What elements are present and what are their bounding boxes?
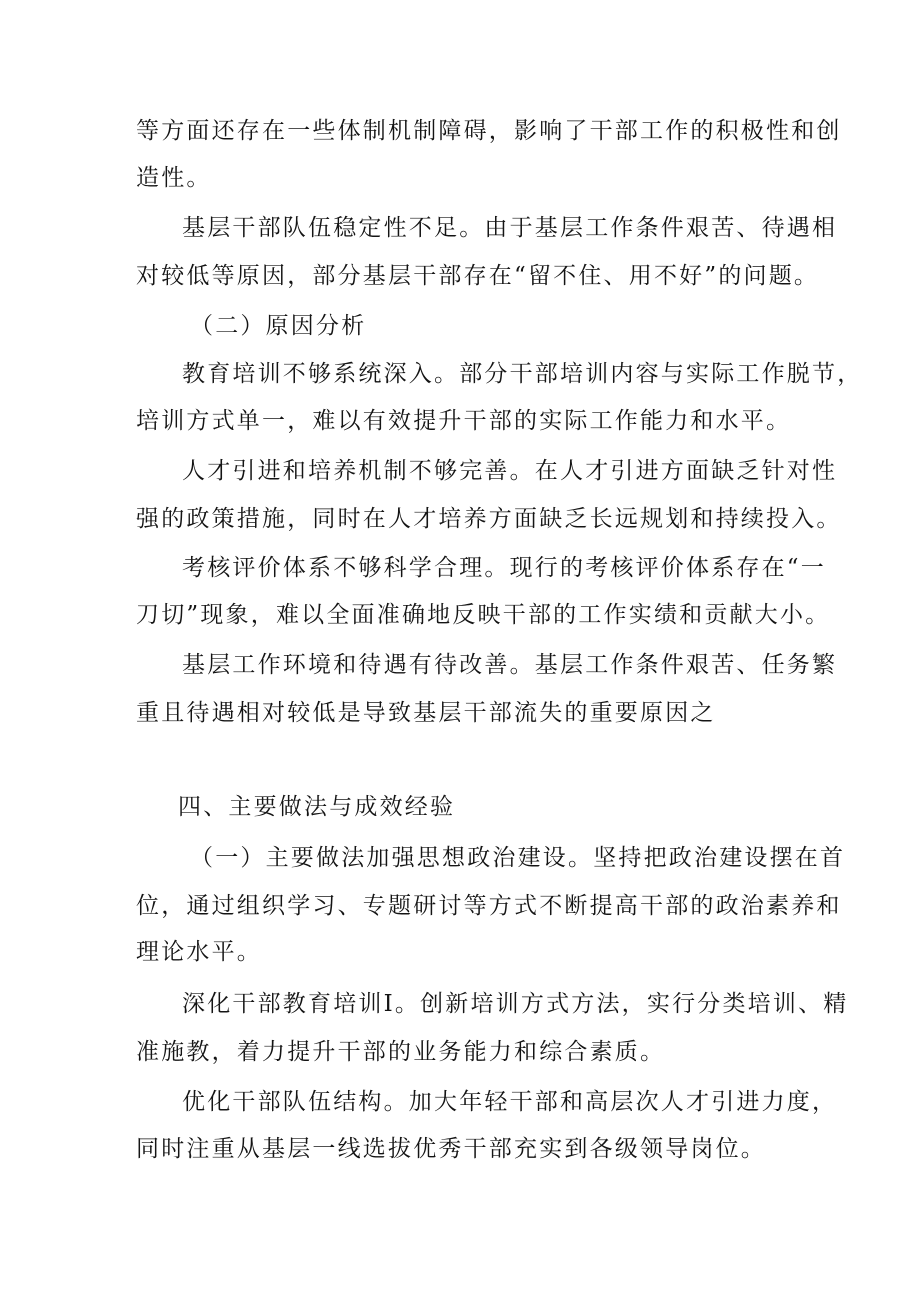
text-line: 重且待遇相对较低是导致基层干部流失的重要原因之 [136,700,716,726]
paragraph-heading: 基层干部队伍稳定性不足。由于基层工作条件艰苦、待遇相 [182,215,838,241]
text-line: 位，通过组织学习、专题研讨等方式不断提高干部的政治素养和 [136,893,842,919]
text-line: 理论水平。 [136,939,262,965]
text-line: 同时注重从基层一线选拔优秀干部充实到各级领导岗位。 [136,1136,766,1162]
paragraph-heading: 优化干部队伍结构。加大年轻干部和高层次人才引进力度， [182,1089,838,1115]
text-line: 造性。 [136,165,212,191]
paragraph-heading: 深化干部教育培训I。创新培训方式方法，实行分类培训、精 [182,991,849,1017]
paragraph-heading: 人才引进和培养机制不够完善。在人才引进方面缺乏针对性 [182,458,838,484]
chapter-heading: 四、主要做法与成效经验 [178,794,456,820]
section-heading: （一）主要做法加强思想政治建设。坚持把政治建设摆在首 [190,845,846,871]
text-line: 刀切”现象，难以全面准确地反映干部的工作实绩和贡献大小。 [136,602,831,628]
text-line: 对较低等原因，部分基层干部存在“留不住、用不好”的问题。 [136,263,820,289]
text-line: 培训方式单一，难以有效提升干部的实际工作能力和水平。 [136,408,792,434]
paragraph-heading: 基层工作环境和待遇有待改善。基层工作条件艰苦、任务繁 [182,652,838,678]
paragraph-heading: 考核评价体系不够科学合理。现行的考核评价体系存在“一 [182,555,826,581]
text-line: 等方面还存在一些体制机制障碍，影响了干部工作的积极性和创 [136,118,842,144]
text-line: 准施教，着力提升干部的业务能力和综合素质。 [136,1039,666,1065]
paragraph-heading: 教育培训不够系统深入。部分干部培训内容与实际工作脱节， [182,361,863,387]
text-line: 强的政策措施，同时在人才培养方面缺乏长远规划和持续投入。 [136,506,842,532]
section-heading: （二）原因分析 [190,313,367,339]
